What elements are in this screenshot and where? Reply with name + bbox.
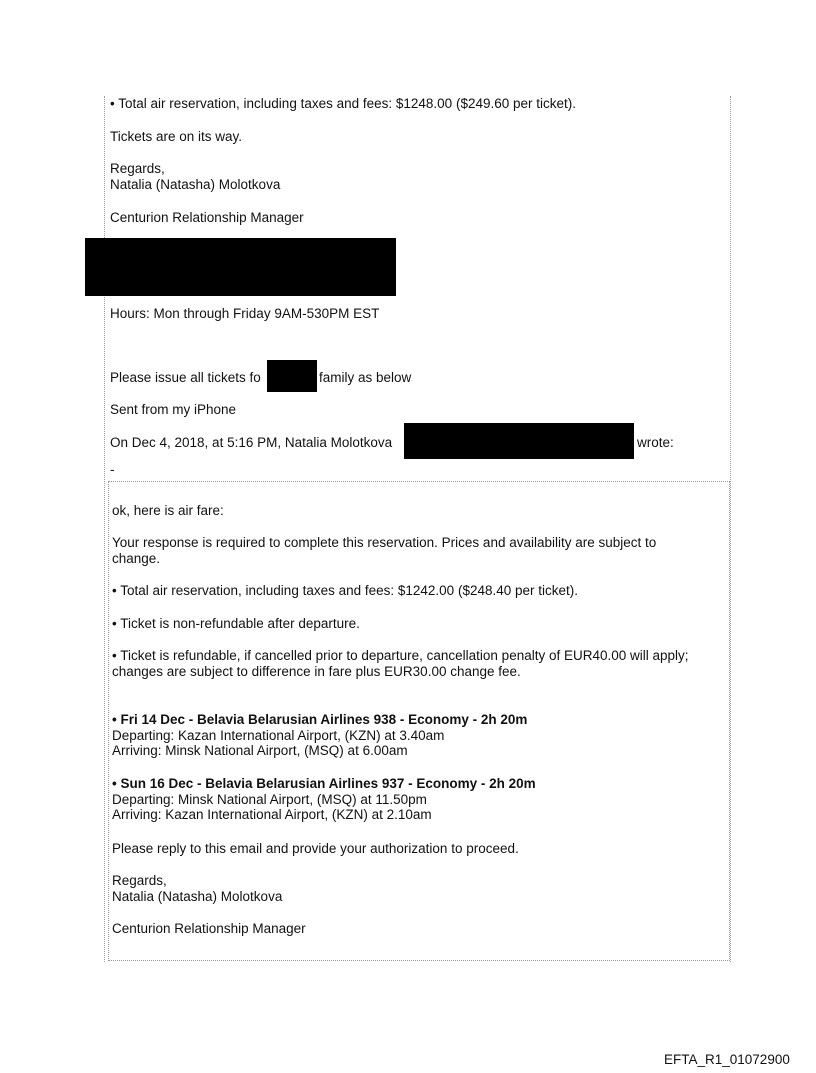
redaction-block-contact [85,238,396,296]
quoted-sender-title: Centurion Relationship Manager [112,921,306,936]
outer-quote-left-border [104,96,105,962]
quoted-nonrefundable-line: • Ticket is non-refundable after departure. [112,616,360,631]
tickets-on-way-line: Tickets are on its way. [110,129,243,144]
hours-line: Hours: Mon through Friday 9AM-530PM EST [110,306,380,321]
redaction-block-email [404,423,634,459]
flight-2-departing: Departing: Minsk National Airport, (MSQ) at 11.50pm [112,792,427,807]
flight-1-arriving: Arriving: Minsk National Airport, (MSQ) at 6.00am [112,743,408,758]
issue-tickets-line-end: family as below [319,370,412,385]
outer-quote-right-border [730,96,731,962]
regards-line: Regards, [110,161,165,176]
quoted-reply-line: Please reply to this email and provide your authorization to proceed. [112,841,519,856]
quoted-intro: ok, here is air fare: [112,503,224,518]
sent-from-line: Sent from my iPhone [110,402,237,417]
quoted-regards-line: Regards, [112,873,167,888]
quoted-total-line: • Total air reservation, including taxes and fees: $1242.00 ($248.40 per ticket). [112,583,579,598]
dash-separator: - [110,462,115,477]
flight-1-departing: Departing: Kazan International Airport, (KZN) at 3.40am [112,728,445,743]
wrote-label: wrote: [637,435,674,450]
document-id: EFTA_R1_01072900 [664,1052,790,1067]
on-date-line: On Dec 4, 2018, at 5:16 PM, Natalia Molotkova [110,435,393,450]
flight-2-header: • Sun 16 Dec - Belavia Belarusian Airlines 937 - Economy - 2h 20m [112,776,536,791]
flight-1-header: • Fri 14 Dec - Belavia Belarusian Airlines 938 - Economy - 2h 20m [112,712,528,727]
sender-name: Natalia (Natasha) Molotkova [110,177,281,192]
issue-tickets-line-start: Please issue all tickets fo [110,370,261,385]
flight-2-arriving: Arriving: Kazan International Airport, (KZN) at 2.10am [112,807,432,822]
sender-title: Centurion Relationship Manager [110,210,304,225]
quoted-sender-name: Natalia (Natasha) Molotkova [112,889,283,904]
quoted-refund-line-2: changes are subject to difference in fare plus EUR30.00 change fee. [112,664,521,679]
total-reservation-line: • Total air reservation, including taxes and fees: $1248.00 ($249.60 per ticket). [110,96,577,111]
quoted-response-line-2: change. [112,551,161,566]
redaction-block-family-name [267,360,317,392]
quoted-refund-line-1: • Ticket is refundable, if cancelled prior to departure, cancellation penalty of EUR40.00 will apply; [112,648,689,663]
quoted-response-line-1: Your response is required to complete this reservation. Prices and availability are subject to [112,535,657,550]
